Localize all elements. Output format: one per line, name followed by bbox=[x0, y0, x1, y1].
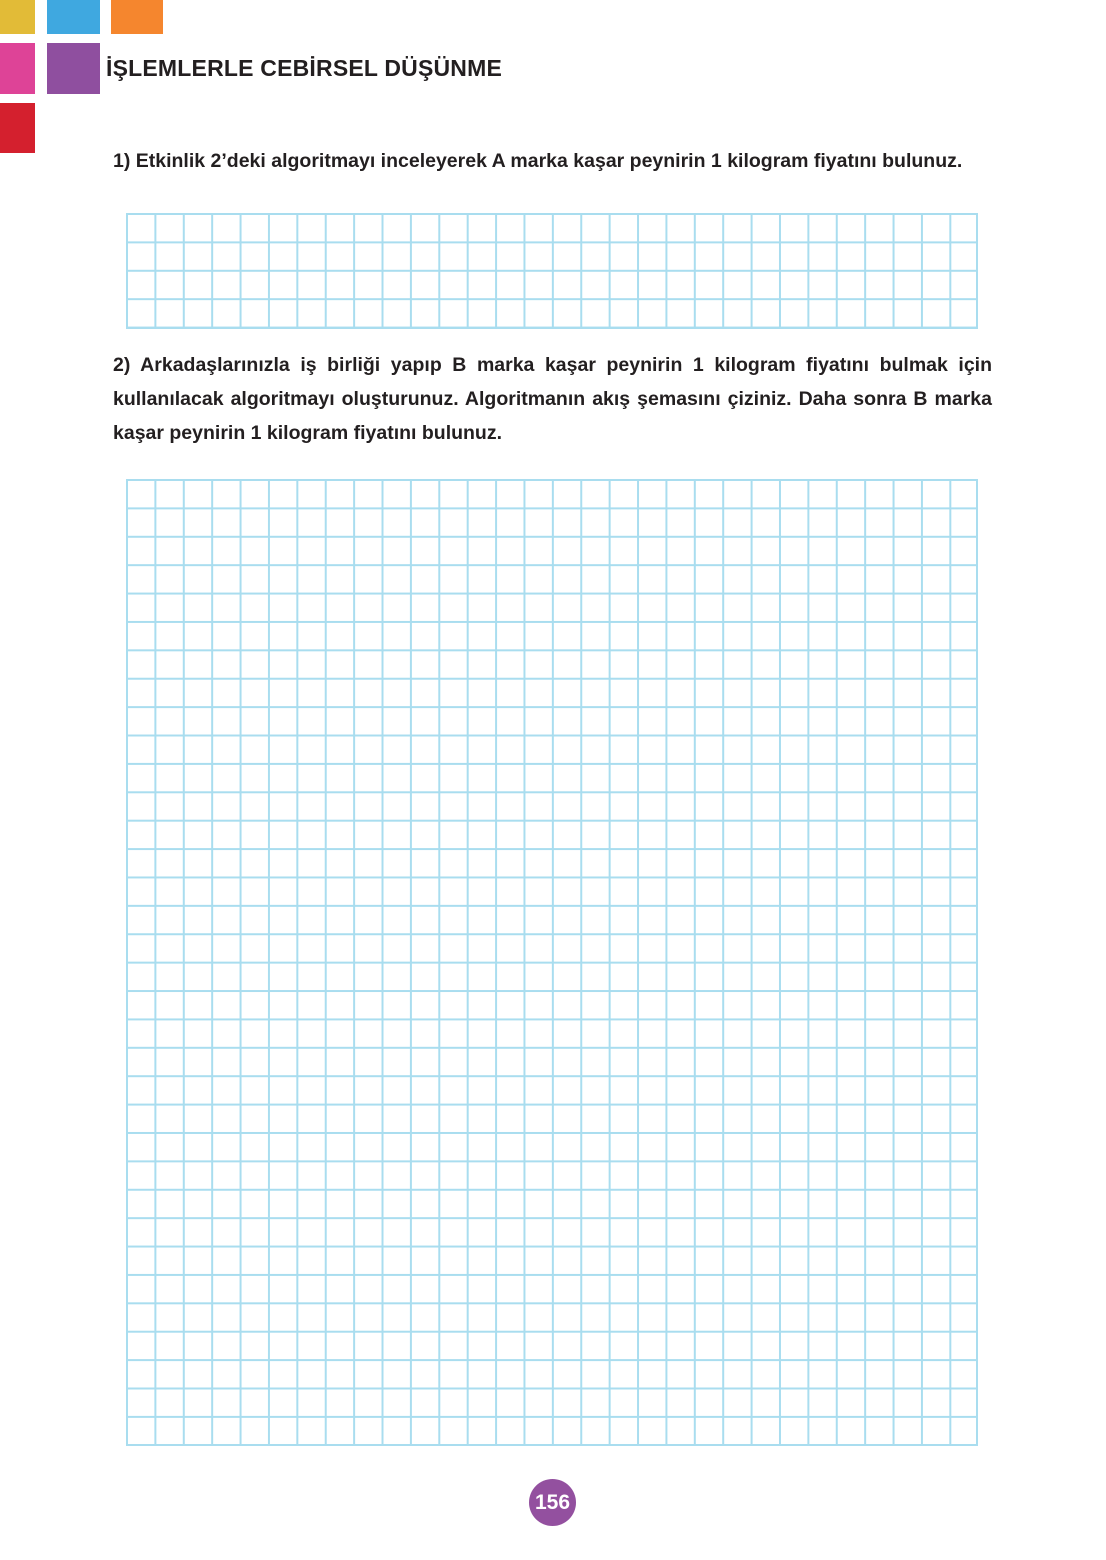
decor-square-pink bbox=[0, 43, 35, 94]
question-2-text: 2) Arkadaşlarınızla iş birliği yapıp B marka kaşar peynirin 1 kilogram fiyatını bulmak için kullanılacak algoritmayı oluşturunuz. Algoritmanın akış şemasını çiziniz. Daha sonra B marka kaşar peynirin 1 kilogram fiyatını bulunuz. bbox=[113, 354, 992, 444]
decor-square-purple bbox=[47, 43, 100, 94]
decor-square-blue bbox=[47, 0, 100, 34]
question-1-text: 1) Etkinlik 2’deki algoritmayı inceleyerek A marka kaşar peynirin 1 kilogram fiyatını bulunuz. bbox=[113, 150, 963, 172]
answer-grid-2[interactable] bbox=[126, 479, 978, 1446]
unit-title: İŞLEMLERLE CEBİRSEL DÜŞÜNME bbox=[106, 55, 503, 81]
page-number-badge: 156 bbox=[529, 1479, 576, 1526]
answer-grid-1[interactable] bbox=[126, 213, 978, 329]
decor-square-red bbox=[0, 103, 35, 153]
decor-square-yellow bbox=[0, 0, 35, 34]
decor-square-orange bbox=[111, 0, 163, 34]
